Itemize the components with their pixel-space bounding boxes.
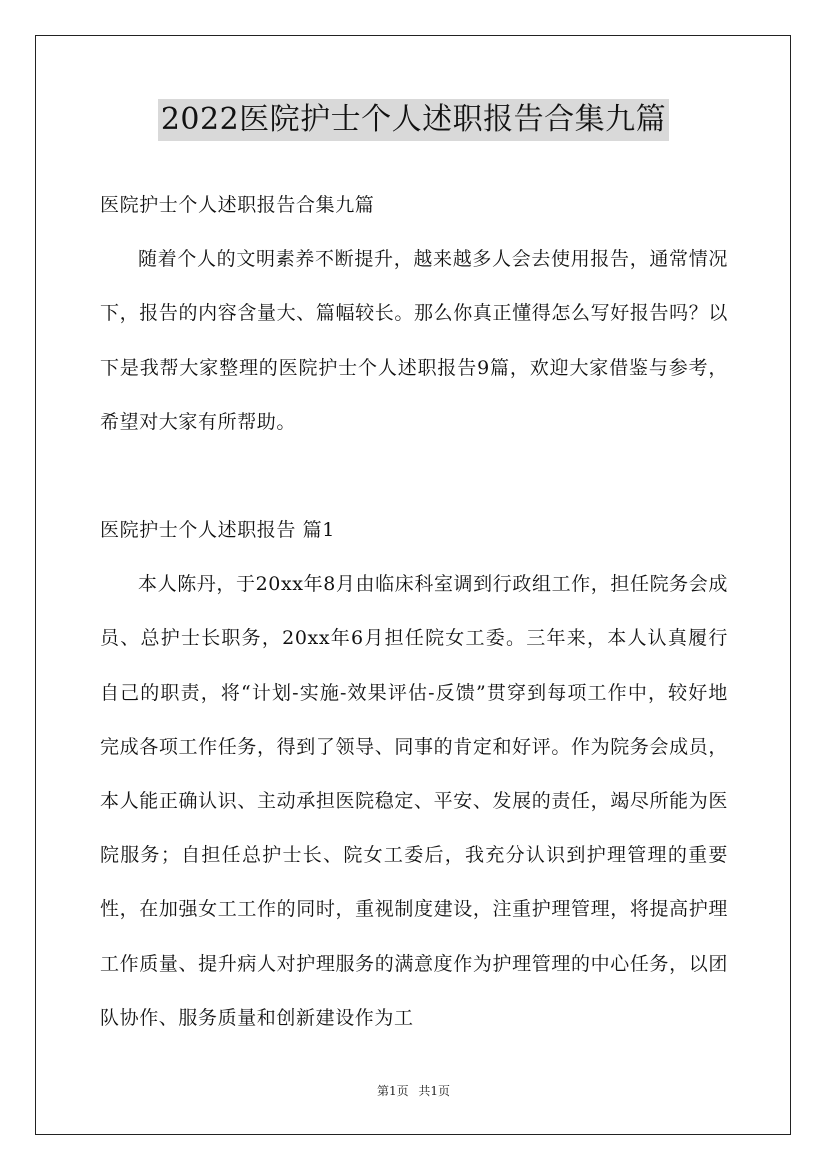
title-container [0, 99, 827, 141]
document-body [100, 178, 728, 1045]
section-heading-1: 医院护士个人述职报告 篇1 [100, 519, 335, 542]
page-number-current: 第1页 [376, 1084, 409, 1098]
intro-paragraph: 随着个人的文明素养不断提升，越来越多人会去使用报告，通常情况下，报告的内容含量大、篇幅较长。那么你真正懂得怎么写好报告吗？以下是我帮大家整理的医院护士个人述职报告9篇，欢迎大家借鉴与参考，希望对大家有所帮助。 [100, 248, 728, 433]
page-number-total: 共1页 [418, 1084, 451, 1098]
page-footer [0, 1082, 827, 1100]
document-title: 2022医院护士个人述职报告合集九篇 [158, 99, 669, 141]
document-subtitle: 医院护士个人述职报告合集九篇 [100, 194, 375, 216]
section-gap [100, 449, 728, 503]
section-paragraph-1: 本人陈丹，于20xx年8月由临床科室调到行政组工作，担任院务会成员、总护士长职务，20xx年6月担任院女工委。三年来，本人认真履行自己的职责，将“计划-实施-效果评估-反馈”贯穿到每项工作中，较好地完成各项工作任务，得到了领导、同事的肯定和好评。作为院务会成员，本人能正确认识、主动承担医院稳定、平安、发展的责任，竭尽所能为医院服务；自担任总护士长、院女工委后，我充分认识到护理管理的重要性，在加强女工工作的同时，重视制度建设，注重护理管理，将提高护理工作质量、提升病人对护理服务的满意度作为护理管理的中心任务，以团队协作、服务质量和创新建设作为工 [100, 573, 728, 1029]
